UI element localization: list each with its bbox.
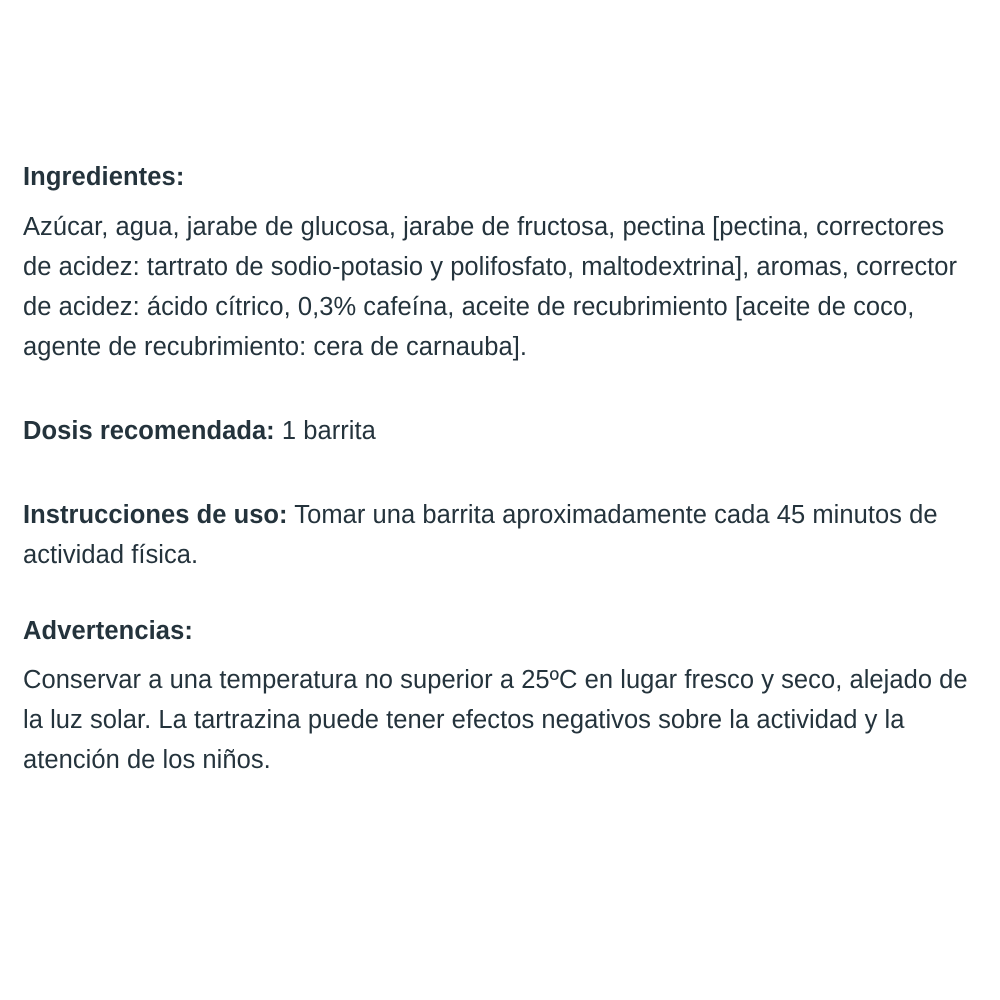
section-advertencias (23, 616, 970, 781)
section-ingredientes (23, 165, 970, 367)
advertencias-heading: Advertencias: (23, 616, 193, 645)
ingredientes-heading: Ingredientes: (23, 163, 185, 191)
instrucciones-de-uso-value: Tomar una barrita aproximadamente cada 45 minutos de actividad física. (23, 500, 938, 569)
instrucciones-de-uso-line (23, 495, 970, 575)
dosis-recomendada-value: 1 barrita (281, 416, 376, 445)
section-instrucciones-de-uso (23, 495, 970, 575)
dosis-recomendada-label: Dosis recomendada: (23, 416, 275, 445)
section-dosis-recomendada (23, 411, 970, 451)
dosis-recomendada-line (23, 411, 970, 451)
advertencias-text: Conservar a una temperatura no superior a 25ºC en lugar fresco y seco, alejado de la luz solar. La tartrazina puede tener efectos negativos sobre la actividad y la atención de los niños. (23, 666, 968, 774)
ingredientes-text: Azúcar, agua, jarabe de glucosa, jarabe de fructosa, pectina [pectina, correctores de acidez: tartrato de sodio-potasio y polifosfato, maltodextrina], aromas, corrector de acidez: ácido cítrico, 0,3% cafeína, aceite de recubrimiento [aceite de coco, agente de recubrimiento: cera de carnauba]. (23, 212, 958, 361)
instrucciones-de-uso-label: Instrucciones de uso: (23, 500, 288, 529)
